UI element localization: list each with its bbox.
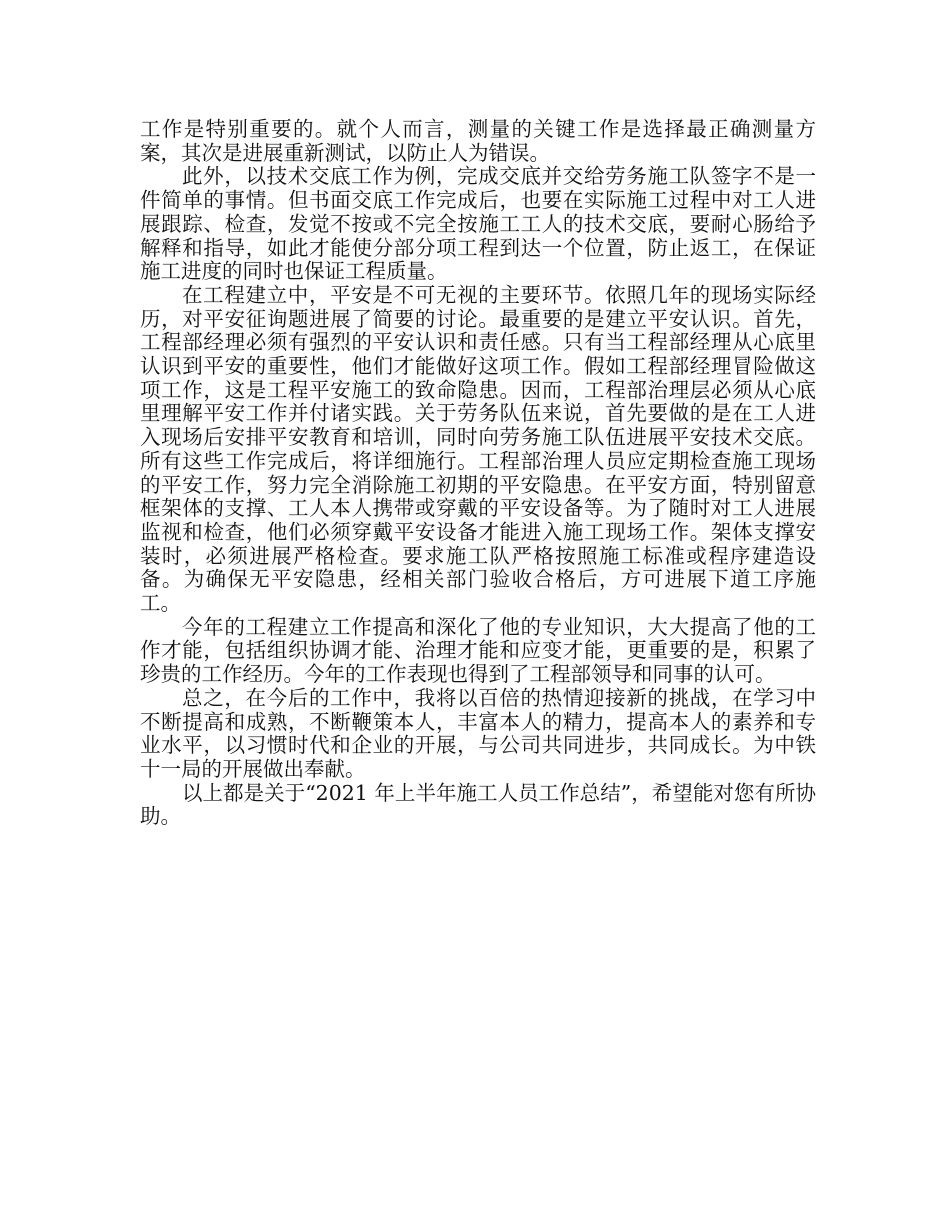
paragraph-annual-achievements: 今年的工程建立工作提高和深化了他的专业知识，大大提高了他的工作才能，包括组织协调才能、治理才能和应变才能，更重要的是，积累了珍贵的工作经历。今年的工作表现也得到了工程部领导和同事的认可。 <box>140 614 816 687</box>
paragraph-closing-note: 以上都是关于“2021 年上半年施工人员工作总结”，希望能对您有所协助。 <box>140 780 816 829</box>
paragraph-conclusion: 总之，在今后的工作中，我将以百倍的热情迎接新的挑战，在学习中不断提高和成熟，不断鞭策本人，丰富本人的精力，提高本人的素养和专业水平，以习惯时代和企业的开展，与公司共同进步，共同成长。为中铁十一局的开展做出奉献。 <box>140 685 816 781</box>
document-body <box>140 118 816 829</box>
paragraph-technical-briefing: 此外，以技术交底工作为例，完成交底并交给劳务施工队签字不是一件简单的事情。但书面交底工作完成后，也要在实际施工过程中对工人进展跟踪、检查，发觉不按或不完全按施工工人的技术交底，要耐心肠给予解释和指导，如此才能使分部分项工程到达一个位置，防止返工，在保证施工进度的同时也保证工程质量。 <box>140 164 816 284</box>
paragraph-measurement: 工作是特别重要的。就个人而言，测量的关键工作是选择最正确测量方案，其次是进展重新测试，以防止人为错误。 <box>140 117 816 165</box>
paragraph-safety: 在工程建立中，平安是不可无视的主要环节。依照几年的现场实际经历，对平安征询题进展了简要的讨论。最重要的是建立平安认识。首先，工程部经理必须有强烈的平安认识和责任感。只有当工程部经理从心底里认识到平安的重要性，他们才能做好这项工作。假如工程部经理冒险做这项工作，这是工程平安施工的致命隐患。因而，工程部治理层必须从心底里理解平安工作并付诸实践。关于劳务队伍来说，首先要做的是在工人进入现场后安排平安教育和培训，同时向劳务施工队伍进展平安技术交底。所有这些工作完成后，将详细施行。工程部治理人员应定期检查施工现场的平安工作，努力完全消除施工初期的平安隐患。在平安方面，特别留意框架体的支撑、工人本人携带或穿戴的平安设备等。为了随时对工人进展监视和检查，他们必须穿戴平安设备才能进入施工现场工作。架体支撑安装时，必须进展严格检查。要求施工队严格按照施工标准或程序建造设备。为确保无平安隐患，经相关部门验收合格后，方可进展下道工序施工。 <box>140 282 816 616</box>
